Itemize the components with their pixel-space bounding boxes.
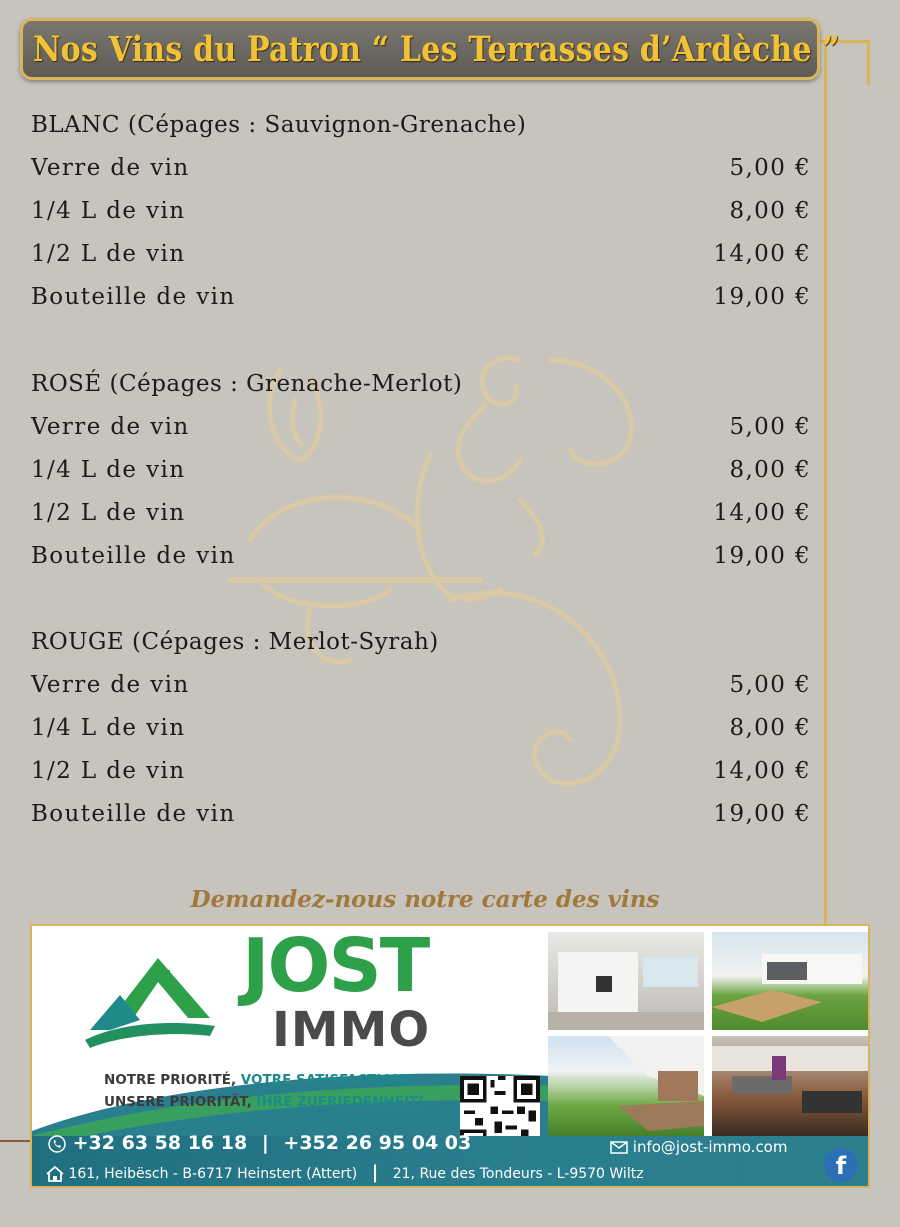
brand-name-immo: IMMO — [272, 1002, 431, 1058]
list-item — [31, 670, 811, 713]
slogan-german-part2: IHRE ZUFRIEDENHEIT! — [256, 1094, 425, 1110]
item-label: Bouteille de vin — [31, 284, 236, 310]
list-item — [31, 455, 811, 498]
item-label: 1/4 L de vin — [31, 198, 186, 224]
phone-belgium[interactable]: +32 63 58 16 18 — [72, 1132, 248, 1154]
list-item — [31, 282, 811, 325]
jost-immo-ad[interactable] — [30, 924, 870, 1188]
house-exterior-photo — [712, 932, 868, 1030]
list-item — [31, 239, 811, 282]
ad-addresses — [46, 1162, 644, 1183]
slogan-french-part1: NOTRE PRIORITÉ, — [104, 1072, 241, 1088]
list-item — [31, 799, 811, 842]
address-belgium: 161, Heibësch - B-6717 Heinstert (Attert) — [68, 1166, 358, 1182]
item-label: 1/2 L de vin — [31, 758, 186, 784]
section-heading: BLANC (Cépages : Sauvignon-Grenache) — [31, 112, 527, 138]
ad-phone-numbers — [48, 1132, 471, 1154]
item-label: 1/4 L de vin — [31, 715, 186, 741]
item-price: 14,00 € — [713, 500, 811, 526]
brand-name-jost: JOST — [242, 924, 429, 1009]
list-item — [31, 713, 811, 756]
list-item — [31, 153, 811, 196]
section-heading: ROSÉ (Cépages : Grenache-Merlot) — [31, 371, 463, 397]
brown-rule — [0, 1140, 32, 1142]
list-item — [31, 541, 811, 584]
phone-icon — [48, 1135, 66, 1153]
list-item — [31, 756, 811, 799]
item-price: 14,00 € — [713, 241, 811, 267]
mail-icon — [610, 1141, 628, 1154]
item-label: Bouteille de vin — [31, 543, 236, 569]
slogan-german-part1: UNSERE PRIORITÄT, — [104, 1094, 257, 1110]
item-label: 1/4 L de vin — [31, 457, 186, 483]
living-room-photo — [712, 1036, 868, 1136]
item-price: 14,00 € — [713, 758, 811, 784]
kitchen-photo — [548, 932, 704, 1030]
item-label: Verre de vin — [31, 672, 190, 698]
item-price: 5,00 € — [729, 672, 811, 698]
page-title: Nos Vins du Patron “ Les Terrasses d’Ardèche ” — [33, 28, 840, 70]
slogan-french — [104, 1072, 410, 1088]
item-price: 8,00 € — [729, 457, 811, 483]
item-label: 1/2 L de vin — [31, 500, 186, 526]
address-luxembourg: 21, Rue des Tondeurs - L-9570 Wiltz — [392, 1166, 644, 1182]
section-blanc — [31, 110, 811, 325]
section-heading: ROUGE (Cépages : Merlot-Syrah) — [31, 629, 439, 655]
ad-email[interactable] — [610, 1138, 787, 1156]
list-item — [31, 196, 811, 239]
item-label: 1/2 L de vin — [31, 241, 186, 267]
section-rouge — [31, 627, 811, 842]
home-icon — [46, 1166, 64, 1182]
item-price: 5,00 € — [729, 414, 811, 440]
item-label: Verre de vin — [31, 155, 190, 181]
list-item — [31, 498, 811, 541]
phone-separator: | — [261, 1132, 269, 1154]
house-logo-icon — [80, 940, 220, 1050]
section-rose — [31, 369, 811, 584]
item-label: Verre de vin — [31, 414, 190, 440]
wine-list-note: Demandez-nous notre carte des vins — [190, 886, 660, 913]
gold-frame-corner — [867, 40, 870, 85]
item-label: Bouteille de vin — [31, 801, 236, 827]
terrace-photo — [548, 1036, 704, 1136]
address-separator: | — [371, 1162, 379, 1183]
email-address[interactable]: info@jost-immo.com — [632, 1138, 788, 1156]
slogan-german — [104, 1094, 424, 1110]
item-price: 19,00 € — [713, 284, 811, 310]
title-banner — [20, 18, 840, 80]
item-price: 19,00 € — [713, 543, 811, 569]
gold-frame-right — [824, 40, 827, 925]
property-photos — [548, 932, 868, 1137]
item-price: 19,00 € — [713, 801, 811, 827]
item-price: 5,00 € — [729, 155, 811, 181]
list-item — [31, 412, 811, 455]
slogan-french-part2: VOTRE SATISFACTION! — [240, 1072, 411, 1088]
phone-luxembourg[interactable]: +352 26 95 04 03 — [283, 1132, 472, 1154]
facebook-icon[interactable]: f — [824, 1148, 858, 1182]
item-price: 8,00 € — [729, 198, 811, 224]
item-price: 8,00 € — [729, 715, 811, 741]
